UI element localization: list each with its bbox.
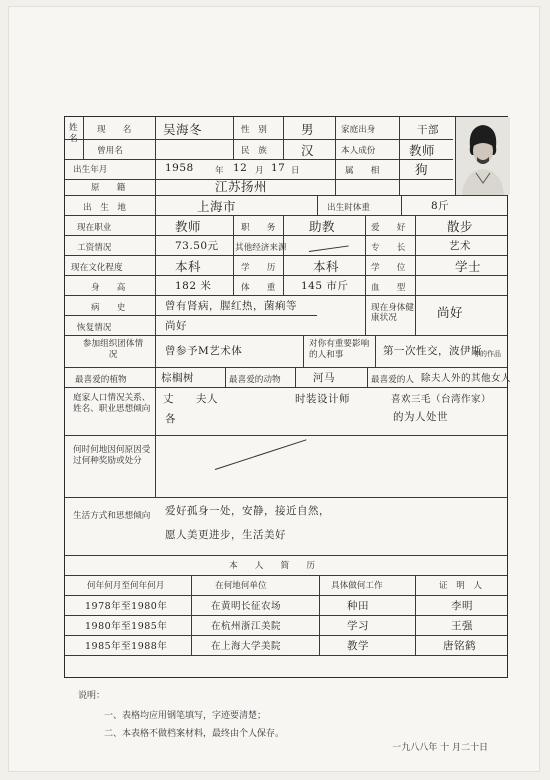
row-line — [65, 635, 507, 636]
row-line — [65, 335, 507, 336]
col-line — [319, 575, 320, 655]
favorite-animal-value: 河马 — [313, 372, 335, 384]
favorite-animal-label: 最喜爱的动物 — [229, 375, 281, 385]
resume-work-3: 教学 — [347, 640, 369, 652]
resume-period-1: 1978年至1980年 — [85, 601, 168, 612]
gender-label: 性 别 — [241, 125, 267, 135]
family-line1b: 时装设计师 — [295, 393, 350, 405]
favorite-plant-value: 棕榈树 — [161, 372, 194, 384]
row-line — [65, 195, 507, 196]
other-income-label: 其他经济来源 — [235, 243, 287, 253]
recovery-value: 尚好 — [165, 320, 187, 332]
col-line — [155, 387, 156, 497]
row-line — [65, 367, 507, 368]
health-status-value: 尚好 — [437, 305, 464, 320]
portrait-photo — [455, 117, 510, 195]
col-line — [191, 575, 192, 655]
col-line — [295, 367, 296, 387]
row-line — [65, 255, 507, 256]
row-line — [65, 215, 507, 216]
medical-history-value: 曾有肾病，腥红热，菌痢等 — [165, 300, 297, 312]
row-line — [65, 575, 507, 576]
col-line — [401, 195, 402, 215]
birthplace-value: 上海市 — [197, 199, 237, 214]
ethnicity-label: 民 族 — [241, 146, 267, 156]
col-line — [367, 367, 368, 387]
notes-heading: 说明： — [78, 691, 106, 701]
blank-stroke — [215, 439, 307, 470]
position-label: 职 务 — [241, 223, 276, 233]
self-status-value: 教师 — [409, 143, 436, 158]
blood-type-label: 血 型 — [371, 283, 406, 293]
birth-date-label: 出生年月 — [73, 165, 108, 175]
influential-value: 第一次性交，波伊斯 — [383, 345, 482, 357]
col-line — [317, 195, 318, 215]
gender-value: 男 — [301, 122, 315, 137]
resume-work-1: 种田 — [347, 600, 369, 612]
salary-label: 工资情况 — [77, 243, 112, 253]
row-line — [65, 655, 507, 656]
former-name-label: 曾用名 — [97, 146, 123, 156]
resume-title: 本 人 简 历 — [229, 561, 315, 571]
favorite-person-label: 最喜爱的人 — [371, 375, 414, 385]
degree-value: 学士 — [455, 259, 482, 274]
birth-day-value: 17 — [271, 162, 286, 174]
resume-work-2: 学习 — [347, 620, 369, 632]
resume-period-2: 1980年至1985年 — [85, 621, 168, 632]
education-value: 本科 — [175, 259, 202, 274]
birth-weight-value: 8斤 — [431, 200, 450, 212]
awards-label: 何时何地因何原因受过何种奖励或处分 — [73, 445, 151, 466]
family-origin-label: 家庭出身 — [341, 125, 376, 135]
family-info-label: 庭家人口情况关系、姓名、职业思想倾向 — [73, 393, 151, 414]
portrait-image — [456, 117, 510, 195]
favorite-plant-label: 最喜爱的植物 — [75, 375, 127, 385]
resume-col-place: 在何地何单位 — [215, 581, 267, 591]
resume-place-1: 在黄明长征农场 — [211, 601, 282, 612]
col-line — [155, 117, 156, 335]
resume-witness-2: 王强 — [451, 620, 473, 632]
family-line1c: 喜欢三毛（台湾作家） — [391, 394, 492, 405]
col-line — [83, 117, 84, 159]
birth-year-value: 1958 — [165, 162, 194, 174]
position-value: 助教 — [309, 219, 336, 234]
row-line — [65, 139, 453, 140]
row-line — [65, 315, 317, 316]
blank-stroke — [309, 245, 349, 252]
zodiac-value: 狗 — [415, 162, 429, 177]
day-unit: 日 — [291, 166, 300, 176]
height-value: 182 米 — [175, 280, 212, 292]
lifestyle-label: 生活方式和思想倾向 — [73, 511, 151, 521]
col-line — [335, 117, 336, 195]
row-line — [65, 387, 507, 388]
resume-witness-1: 李明 — [451, 600, 473, 612]
specialty-label: 专 长 — [371, 243, 406, 253]
form-date: 一九八八年 十 月二十日 — [392, 743, 488, 753]
resume-col-work: 具体做何工作 — [331, 581, 383, 591]
occupation-value: 教师 — [175, 219, 202, 234]
name-group-label: 姓名 — [69, 123, 78, 144]
col-line — [375, 335, 376, 367]
influential-note: 等的作品 — [473, 350, 501, 358]
degree-school-label: 学 历 — [241, 263, 276, 273]
row-line — [65, 555, 507, 556]
height-label: 身 高 — [91, 283, 126, 293]
resume-place-2: 在杭州浙江美院 — [211, 621, 282, 632]
row-line — [65, 295, 507, 296]
row-line — [65, 235, 507, 236]
birthplace-label: 出 生 地 — [83, 203, 126, 213]
current-name-label: 现 名 — [97, 125, 132, 135]
lifestyle-line1: 爱好孤身一处，安静，接近自然， — [165, 505, 330, 517]
col-line — [233, 117, 234, 159]
birth-month-value: 12 — [233, 162, 248, 174]
degree-label: 学 位 — [371, 263, 406, 273]
family-line2: 各 — [165, 413, 176, 425]
ethnicity-value: 汉 — [301, 143, 315, 158]
family-origin-value: 干部 — [417, 124, 439, 136]
hobby-label: 爱 好 — [371, 223, 406, 233]
influential-label: 对你有重要影响的人和事 — [309, 339, 370, 360]
favorite-person-value: 除夫人外的其他女人 — [421, 373, 512, 384]
birth-weight-label: 出生时体重 — [327, 203, 370, 213]
native-place-value: 江苏扬州 — [215, 179, 268, 194]
col-line — [283, 117, 284, 159]
recovery-label: 恢复情况 — [77, 323, 112, 333]
row-line — [65, 595, 507, 596]
row-line — [65, 615, 507, 616]
zodiac-label: 属 相 — [345, 166, 380, 176]
education-label: 现在文化程度 — [71, 263, 123, 273]
notes-line-1: 一、表格均应用钢笔填写，字迹要清楚； — [104, 711, 267, 721]
col-line — [303, 335, 304, 367]
year-unit: 年 — [215, 166, 224, 176]
organizations-value: 曾参予M艺术体 — [165, 345, 243, 357]
col-line — [283, 215, 284, 295]
family-line2b: 的为人处世 — [393, 411, 448, 423]
degree-school-value: 本科 — [313, 259, 340, 274]
form-sheet — [8, 6, 540, 772]
row-line — [65, 497, 507, 498]
personal-info-form — [64, 116, 512, 678]
weight-label: 体 重 — [241, 283, 276, 293]
row-line — [65, 275, 507, 276]
specialty-value: 艺术 — [449, 240, 471, 252]
col-line — [415, 575, 416, 655]
salary-value: 73.50元 — [175, 240, 219, 252]
current-name-value: 吴海冬 — [163, 122, 203, 137]
resume-col-witness: 证 明 人 — [439, 581, 482, 591]
col-line — [225, 367, 226, 387]
weight-value: 145 市斤 — [301, 280, 349, 292]
row-line — [65, 159, 453, 160]
medical-history-label: 病 史 — [91, 303, 126, 313]
resume-col-period: 何年何月至何年何月 — [87, 581, 165, 591]
resume-place-3: 在上海大学美院 — [211, 641, 282, 652]
row-line — [65, 435, 507, 436]
resume-witness-3: 唐铭鹤 — [443, 640, 476, 652]
notes-line-2: 二、本表格不做档案材料，最终由个人保存。 — [104, 729, 285, 739]
col-line — [415, 215, 416, 335]
col-line — [365, 215, 366, 335]
col-line — [233, 215, 234, 295]
native-place-label: 原 籍 — [91, 183, 126, 193]
resume-period-3: 1985年至1988年 — [85, 641, 168, 652]
organizations-label: 参加组织团体情 况 — [82, 339, 161, 360]
month-unit: 月 — [255, 166, 264, 176]
family-line1: 丈 夫人 — [163, 393, 218, 405]
self-status-label: 本人成份 — [341, 146, 376, 156]
col-line — [399, 117, 400, 195]
health-status-label: 现在身体健康状况 — [371, 303, 414, 323]
hobby-value: 散步 — [447, 219, 474, 234]
lifestyle-line2: 愿人美更进步，生活美好 — [165, 529, 286, 541]
occupation-label: 现在职业 — [77, 223, 112, 233]
